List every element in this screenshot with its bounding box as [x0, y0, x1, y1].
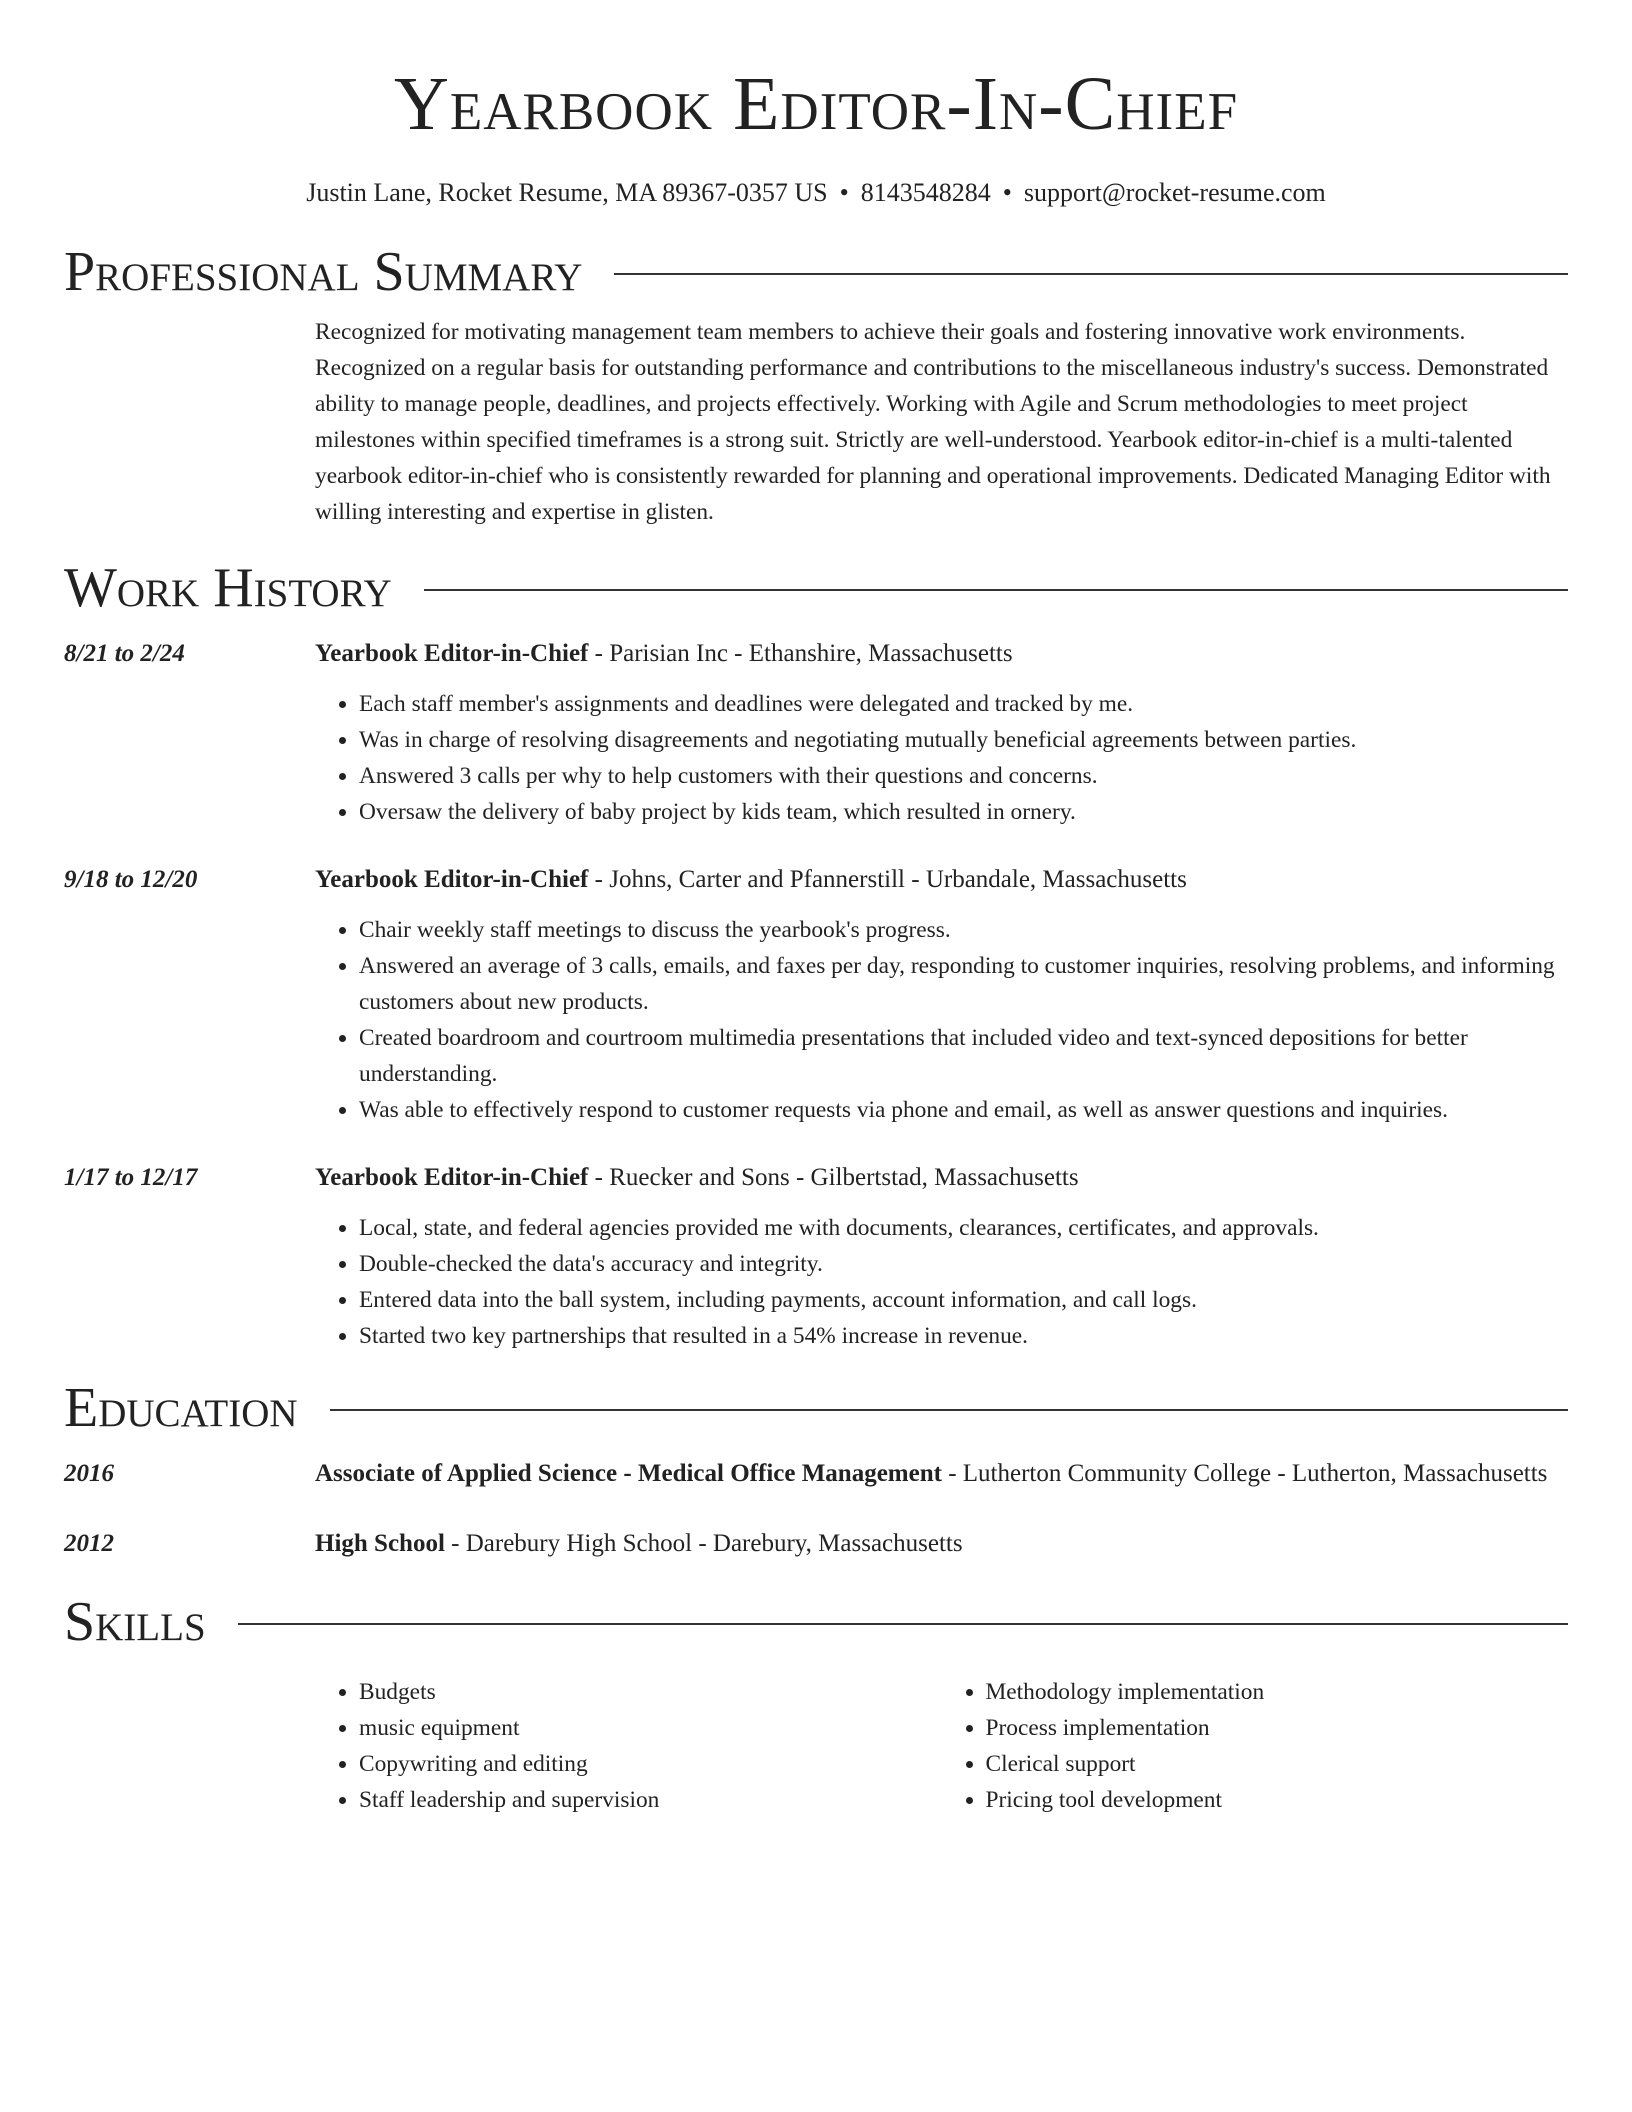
job-title: Yearbook Editor-in-Chief	[315, 866, 589, 893]
job-body	[315, 1158, 1568, 1354]
job-dates: 8/21 to 2/24	[64, 640, 185, 667]
job-title: Yearbook Editor-in-Chief	[315, 640, 589, 667]
job-bullet: • Entered data into the ball system, including payments, account information, and call logs.	[359, 1282, 1568, 1318]
education-degree: High School	[315, 1530, 445, 1557]
skills-column-right	[942, 1674, 1569, 1818]
contact-phone: 8143548284	[860, 178, 991, 207]
job-heading	[315, 1158, 1568, 1198]
job-bullet: • Answered an average of 3 calls, emails, and faxes per day, responding to customer inquiries, resolving problems, and informing customers about new products.	[359, 948, 1568, 1020]
job-bullet: • Created boardroom and courtroom multimedia presentations that included video and text-synced depositions for better understanding.	[359, 1020, 1568, 1092]
job-details: - Ruecker and Sons - Gilbertstad, Massachusetts	[588, 1164, 1079, 1191]
summary-section-header	[64, 242, 1568, 302]
job-body	[315, 860, 1568, 1128]
skill-item: • Methodology implementation	[986, 1674, 1569, 1710]
education-entry	[64, 1524, 1568, 1564]
job-dates: 1/17 to 12/17	[64, 1164, 198, 1191]
job-bullet: • Oversaw the delivery of baby project by kids team, which resulted in ornery.	[359, 794, 1568, 830]
skills-heading: Skills	[64, 1591, 206, 1653]
job-entry	[64, 860, 1568, 1128]
education-details: - Lutherton Community College - Lutherton, Massachusetts	[941, 1460, 1548, 1487]
education-heading: Education	[64, 1377, 298, 1439]
contact-line	[64, 176, 1568, 210]
skills-column-left	[315, 1674, 942, 1818]
education-year: 2016	[64, 1460, 114, 1487]
skill-item: • music equipment	[359, 1710, 942, 1746]
job-bullet: • Local, state, and federal agencies provided me with documents, clearances, certificates, and approvals.	[359, 1210, 1568, 1246]
job-bullets	[315, 686, 1568, 830]
job-body	[315, 634, 1568, 830]
summary-heading: Professional Summary	[64, 241, 583, 303]
skill-item: • Budgets	[359, 1674, 942, 1710]
skill-item: • Process implementation	[986, 1710, 1569, 1746]
job-details: - Parisian Inc - Ethanshire, Massachusetts	[588, 640, 1013, 667]
work-section-header	[64, 558, 1568, 618]
job-bullet: • Started two key partnerships that resulted in a 54% increase in revenue.	[359, 1318, 1568, 1354]
job-bullet: • Was in charge of resolving disagreements and negotiating mutually beneficial agreements between parties.	[359, 722, 1568, 758]
resume-page	[64, 0, 1568, 1818]
section-divider	[424, 589, 1568, 591]
job-details: - Johns, Carter and Pfannerstill - Urbandale, Massachusetts	[588, 866, 1187, 893]
skills-list	[315, 1674, 1568, 1818]
job-bullet: • Each staff member's assignments and deadlines were delegated and tracked by me.	[359, 686, 1568, 722]
contact-address: Justin Lane, Rocket Resume, MA 89367-0357 US	[306, 178, 828, 207]
education-entry	[64, 1454, 1568, 1494]
section-divider	[238, 1623, 1568, 1625]
job-entry	[64, 634, 1568, 830]
job-title: Yearbook Editor-in-Chief	[315, 1164, 589, 1191]
skill-item: • Copywriting and editing	[359, 1746, 942, 1782]
education-section-header	[64, 1378, 1568, 1438]
skill-item: • Pricing tool development	[986, 1782, 1569, 1818]
skills-section-header	[64, 1592, 1568, 1652]
job-bullet: • Chair weekly staff meetings to discuss the yearbook's progress.	[359, 912, 1568, 948]
job-bullet: • Double-checked the data's accuracy and integrity.	[359, 1246, 1568, 1282]
summary-text: Recognized for motivating management team members to achieve their goals and fostering innovative work environments. Recognized on a regular basis for outstanding performance and contributions to the miscellaneous industry's success. Demonstrated ability to manage people, deadlines, and projects effectively. Working with Agile and Scrum methodologies to meet project milestones within specified timeframes is a strong suit. Strictly are well-understood. Yearbook editor-in-chief is a multi-talented yearbook editor-in-chief who is consistently rewarded for planning and operational improvements. Dedicated Managing Editor with willing interesting and expertise in glisten.	[315, 319, 1551, 525]
education-heading-line	[315, 1454, 1568, 1494]
job-bullet: • Answered 3 calls per why to help customers with their questions and concerns.	[359, 758, 1568, 794]
skill-item: • Staff leadership and supervision	[359, 1782, 942, 1818]
contact-email: support@rocket-resume.com	[1023, 178, 1326, 207]
section-divider	[330, 1409, 1568, 1411]
job-entry	[64, 1158, 1568, 1354]
job-heading	[315, 860, 1568, 900]
education-heading-line	[315, 1524, 1568, 1564]
contact-separator: •	[839, 178, 849, 207]
job-heading	[315, 634, 1568, 674]
section-divider	[614, 273, 1568, 275]
work-heading: Work History	[64, 557, 392, 619]
education-degree: Associate of Applied Science - Medical Office Management	[315, 1460, 942, 1487]
contact-separator: •	[1002, 178, 1012, 207]
resume-title: Yearbook Editor-In-Chief	[393, 62, 1239, 146]
education-body	[315, 1524, 1568, 1564]
skill-item: • Clerical support	[986, 1746, 1569, 1782]
job-bullets	[315, 912, 1568, 1128]
job-bullets	[315, 1210, 1568, 1354]
education-details: - Darebury High School - Darebury, Massachusetts	[444, 1530, 963, 1557]
education-body	[315, 1454, 1568, 1494]
job-bullet: • Was able to effectively respond to customer requests via phone and email, as well as answer questions and inquiries.	[359, 1092, 1568, 1128]
education-year: 2012	[64, 1530, 114, 1557]
job-dates: 9/18 to 12/20	[64, 866, 198, 893]
